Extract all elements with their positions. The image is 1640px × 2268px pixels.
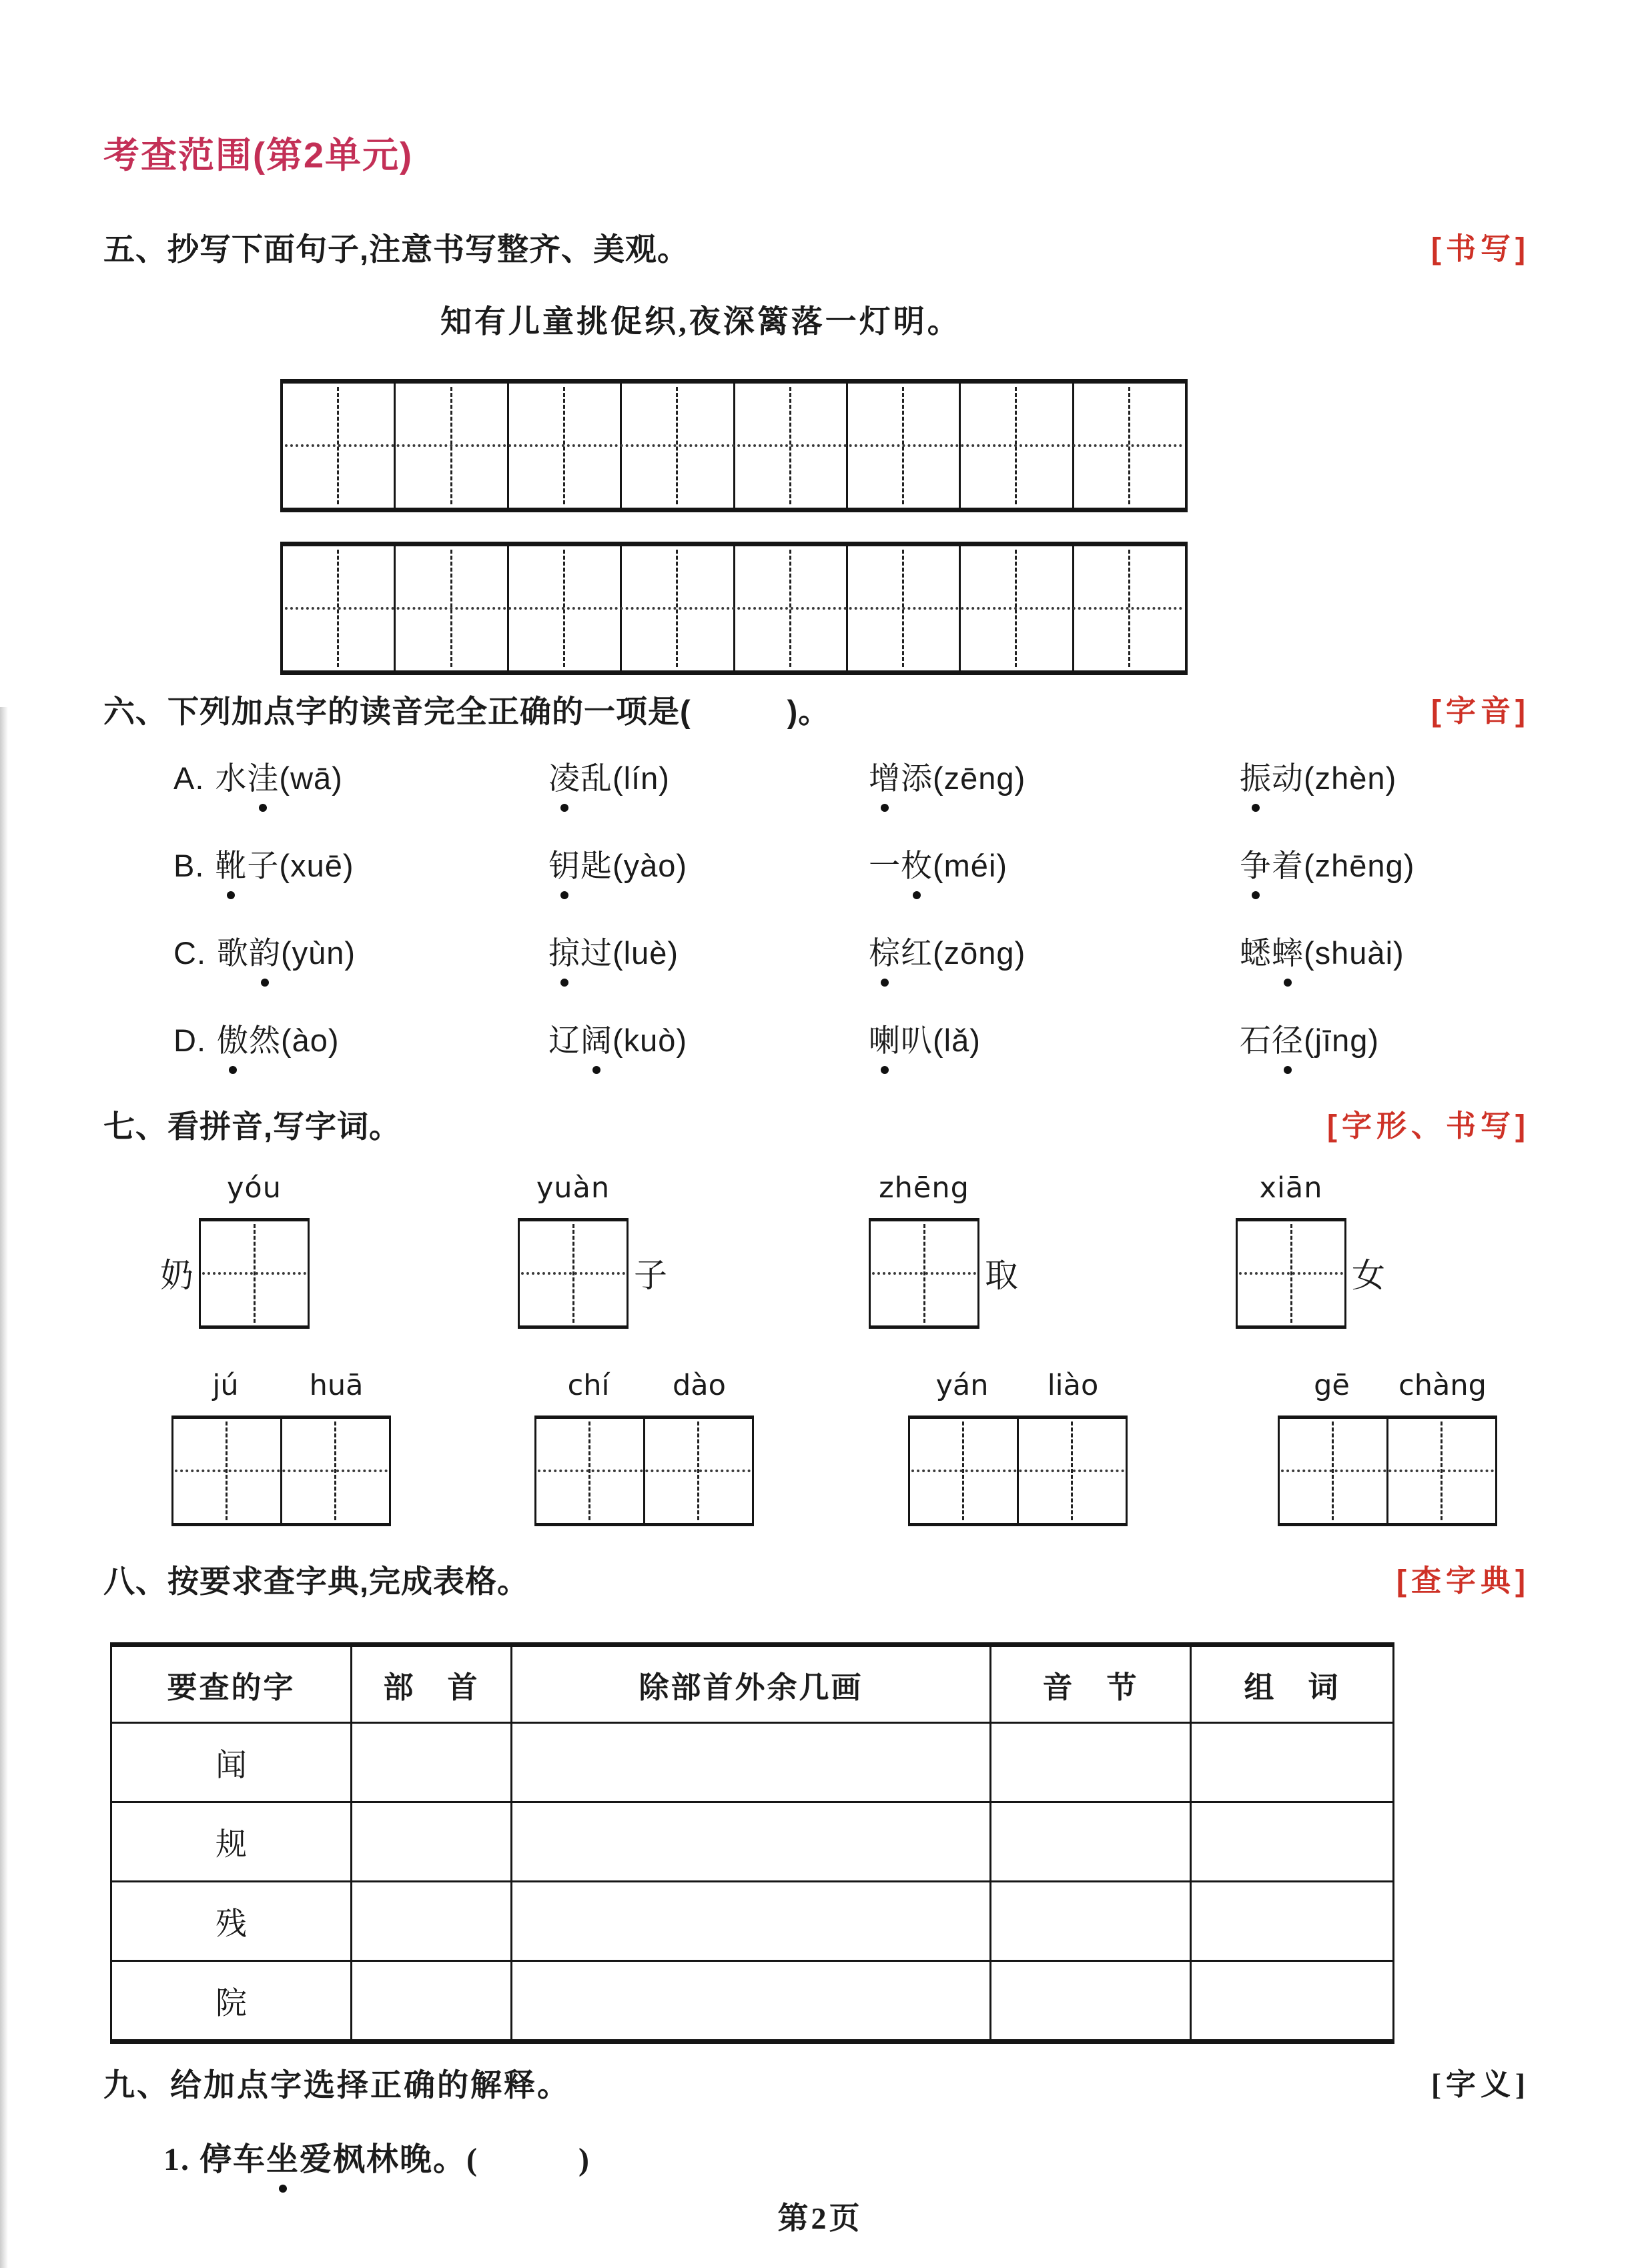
pinyin-syllable: gē: [1314, 1369, 1350, 1403]
section-five-title: 五、抄写下面句子,注意书写整齐、美观。: [103, 231, 690, 267]
word-pinyin: (luè): [612, 935, 679, 971]
given-char: 子: [634, 1257, 667, 1295]
word-text: 蟋: [1240, 935, 1272, 971]
column-header: 要查的字: [111, 1645, 352, 1723]
dotted-char: 掠: [548, 929, 580, 973]
word-pinyin: (kuò): [612, 1023, 688, 1059]
writing-cell: [735, 546, 848, 670]
column-header: 音 节: [991, 1645, 1191, 1723]
dotted-char: 增: [869, 754, 901, 798]
writing-cell: [961, 384, 1074, 508]
pinyin-write-row-2: [170, 1370, 1640, 1526]
section-six-header: [103, 694, 1530, 730]
writing-cell: [1280, 1419, 1388, 1523]
item-number: 1.: [163, 2142, 190, 2178]
pinyin-group: [869, 1173, 1018, 1329]
option-item: [173, 841, 548, 886]
answer-box: [1278, 1415, 1497, 1526]
option-row-d: [173, 1016, 1640, 1061]
lookup-char: 残: [111, 1882, 352, 1961]
item-text: 停车: [199, 2142, 267, 2178]
option-row-b: [173, 841, 1640, 886]
pinyin-label: [907, 1370, 1128, 1405]
pinyin-box-column: [518, 1173, 629, 1329]
word-text: 着: [1272, 848, 1304, 884]
word-pinyin: (zhēng): [1304, 848, 1415, 884]
empty-cell: [1191, 1723, 1394, 1802]
word-pinyin: (ào): [281, 1023, 340, 1059]
option-item: [548, 754, 869, 798]
dotted-char: 洼: [247, 754, 279, 798]
pinyin-syllable: chàng: [1398, 1369, 1487, 1403]
option-item: [548, 929, 869, 973]
writing-cell: [645, 1419, 752, 1523]
pinyin-syllable: liào: [1047, 1369, 1099, 1403]
writing-cell: [1074, 546, 1185, 670]
option-item: [869, 1016, 1240, 1061]
option-item: [548, 1016, 869, 1061]
empty-cell: [352, 1882, 512, 1961]
section-eight-title: 八、按要求查字典,完成表格。: [103, 1564, 530, 1600]
option-label: B.: [173, 848, 205, 884]
empty-cell: [512, 1723, 991, 1802]
pinyin-box-column: [170, 1370, 392, 1526]
writing-cell: [283, 546, 396, 670]
option-label: D.: [173, 1023, 206, 1059]
pinyin-box-column: [907, 1370, 1128, 1526]
word-pinyin: (yào): [612, 848, 688, 884]
item-text: 爱枫林晚。: [300, 2142, 467, 2178]
table-row: [111, 1802, 1394, 1882]
pinyin-box-column: [1276, 1370, 1498, 1526]
writing-cell: [961, 546, 1074, 670]
dotted-char: 蟀: [1272, 929, 1304, 973]
writing-cell: [173, 1419, 282, 1523]
pinyin-group: [533, 1370, 755, 1526]
pinyin-group: [170, 1370, 392, 1526]
copy-sentence: 知有儿童挑促织,夜深篱落一灯明。: [440, 305, 961, 340]
option-row-c: [173, 929, 1640, 973]
dotted-char: 枚: [901, 841, 933, 886]
exam-scope-header: 考查范围(第2单元): [103, 135, 413, 175]
pinyin-label: yóu: [226, 1171, 282, 1205]
pinyin-box-column: [869, 1173, 979, 1329]
section-five-header: [103, 231, 1530, 267]
dotted-char: 径: [1272, 1016, 1304, 1061]
word-pinyin: (méi): [933, 848, 1008, 884]
answer-box: [518, 1218, 629, 1329]
writing-cell: [520, 1221, 627, 1325]
dotted-char: 坐: [266, 2133, 300, 2179]
pinyin-syllable: chí: [567, 1369, 610, 1403]
table-row: [111, 1723, 1394, 1802]
section-six-title: 六、下列加点字的读音完全正确的一项是( )。: [103, 694, 831, 730]
word-text: 乱: [580, 760, 612, 796]
writing-cell: [622, 384, 735, 508]
pinyin-box-column: [533, 1370, 755, 1526]
lookup-char: 院: [111, 1961, 352, 2042]
word-text: 添: [901, 760, 933, 796]
pinyin-write-row-1: [160, 1173, 1640, 1329]
lookup-char: 规: [111, 1802, 352, 1882]
word-text: 过: [580, 935, 612, 971]
word-text: 匙: [580, 848, 612, 884]
section-five-tag: [书写]: [1431, 231, 1530, 265]
dotted-char: 喇: [869, 1016, 901, 1061]
word-pinyin: (lín): [612, 760, 670, 796]
word-pinyin: (zōng): [933, 935, 1026, 971]
section-nine-header: [103, 2068, 1530, 2104]
word-text: 石: [1240, 1023, 1272, 1059]
pinyin-box-column: [199, 1173, 310, 1329]
empty-cell: [991, 1961, 1191, 2042]
option-item: [1240, 841, 1640, 886]
pinyin-label: yuàn: [536, 1171, 610, 1205]
pinyin-label: zhēng: [879, 1171, 969, 1205]
section-six-tag: [字音]: [1431, 694, 1530, 728]
writing-cell: [396, 546, 508, 670]
dotted-char: 钥: [548, 841, 580, 886]
lookup-char: 闻: [111, 1723, 352, 1802]
section-seven-header: [103, 1109, 1530, 1145]
section-nine-title: 九、给加点字选择正确的解释。: [103, 2069, 570, 2104]
option-item: [869, 929, 1240, 973]
given-char: 女: [1352, 1257, 1385, 1295]
writing-cell: [871, 1221, 977, 1325]
dictionary-table: [110, 1642, 1394, 2044]
dotted-char: 争: [1240, 841, 1272, 886]
writing-cell: [848, 546, 961, 670]
pinyin-label: [533, 1370, 755, 1405]
pronunciation-options: [173, 754, 1640, 1061]
option-item: [1240, 1016, 1640, 1061]
empty-cell: [1191, 1882, 1394, 1961]
column-header: 组 词: [1191, 1645, 1394, 1723]
word-pinyin: (jīng): [1304, 1023, 1380, 1059]
answer-box: [869, 1218, 979, 1329]
section-seven-title: 七、看拼音,写字词。: [103, 1109, 402, 1145]
pinyin-label: xiān: [1259, 1171, 1323, 1205]
page-number: 第2页: [777, 2201, 863, 2235]
writing-cell: [735, 384, 848, 508]
empty-cell: [352, 1723, 512, 1802]
word-text: 辽: [548, 1023, 580, 1059]
writing-cell: [1238, 1221, 1344, 1325]
pinyin-group: [518, 1173, 667, 1329]
given-char: 取: [985, 1257, 1018, 1295]
writing-cell: [848, 384, 961, 508]
word-text: 叭: [901, 1023, 933, 1059]
empty-cell: [512, 1882, 991, 1961]
word-pinyin: (zhèn): [1304, 760, 1397, 796]
option-item: [1240, 754, 1640, 798]
option-label: A.: [173, 760, 205, 796]
empty-cell: [352, 1961, 512, 2042]
answer-box: [534, 1415, 754, 1526]
writing-cell: [1074, 384, 1185, 508]
word-text: 动: [1272, 760, 1304, 796]
writing-cell: [910, 1419, 1019, 1523]
dotted-char: 靴: [215, 841, 247, 886]
table-row: [111, 1961, 1394, 2042]
column-header: 除部首外余几画: [512, 1645, 991, 1723]
pinyin-syllable: jú: [212, 1369, 239, 1403]
dotted-char: 棕: [869, 929, 901, 973]
word-text: 水: [215, 760, 248, 796]
word-pinyin: (wā): [279, 760, 343, 796]
pinyin-label: [1276, 1370, 1498, 1405]
pinyin-syllable: huā: [309, 1369, 364, 1403]
word-pinyin: (xuē): [279, 848, 354, 884]
option-item: [869, 754, 1240, 798]
copy-grid-row-2: [280, 542, 1188, 675]
empty-cell: [512, 1802, 991, 1882]
section-eight-header: [103, 1564, 1530, 1600]
pinyin-syllable: yán: [935, 1369, 989, 1403]
writing-cell: [622, 546, 735, 670]
word-text: 歌: [217, 935, 249, 971]
word-pinyin: (zēng): [933, 760, 1026, 796]
pinyin-syllable: dào: [673, 1369, 726, 1403]
scan-edge-artifact: [0, 707, 8, 2268]
empty-cell: [1191, 1802, 1394, 1882]
word-pinyin: (yùn): [281, 935, 356, 971]
writing-cell: [509, 546, 622, 670]
word-pinyin: (lǎ): [933, 1023, 981, 1059]
dotted-char: 傲: [217, 1016, 249, 1061]
option-item: [548, 841, 869, 886]
writing-cell: [283, 384, 396, 508]
pinyin-group: [1236, 1173, 1385, 1329]
section-seven-tag: [字形、书写]: [1327, 1109, 1530, 1143]
option-item: [173, 1016, 548, 1061]
option-item: [173, 754, 548, 798]
pinyin-group: [907, 1370, 1128, 1526]
option-item: [869, 841, 1240, 886]
answer-box: [1236, 1218, 1346, 1329]
word-text: 红: [901, 935, 933, 971]
section-eight-tag: [查字典]: [1396, 1564, 1530, 1598]
meaning-item-1: [163, 2133, 1640, 2179]
pinyin-group: [1276, 1370, 1498, 1526]
dotted-char: 振: [1240, 754, 1272, 798]
empty-cell: [512, 1961, 991, 2042]
column-header: 部 首: [352, 1645, 512, 1723]
empty-cell: [991, 1802, 1191, 1882]
writing-cell: [536, 1419, 645, 1523]
given-char: 奶: [160, 1257, 193, 1295]
section-nine-tag: [字义]: [1431, 2068, 1530, 2102]
pinyin-label: [170, 1370, 392, 1405]
writing-cell: [1019, 1419, 1126, 1523]
dotted-char: 阔: [580, 1016, 612, 1061]
option-item: [173, 929, 548, 973]
word-pinyin: (shuài): [1304, 935, 1404, 971]
empty-cell: [352, 1802, 512, 1882]
writing-cell: [396, 384, 508, 508]
pinyin-group: [160, 1173, 310, 1329]
dotted-char: 韵: [249, 929, 281, 973]
option-label: C.: [173, 935, 206, 971]
option-row-a: [173, 754, 1640, 798]
writing-cell: [509, 384, 622, 508]
writing-cell: [282, 1419, 389, 1523]
pinyin-box-column: [1236, 1173, 1346, 1329]
empty-cell: [991, 1723, 1191, 1802]
empty-cell: [1191, 1961, 1394, 2042]
copy-grid-row-1: [280, 379, 1188, 512]
table-row: [111, 1882, 1394, 1961]
dotted-char: 凌: [548, 754, 580, 798]
writing-cell: [1388, 1419, 1495, 1523]
option-item: [1240, 929, 1640, 973]
word-text: 子: [247, 848, 280, 884]
word-text: 然: [249, 1023, 281, 1059]
empty-cell: [991, 1882, 1191, 1961]
answer-box: [908, 1415, 1128, 1526]
writing-cell: [201, 1221, 308, 1325]
answer-box: [171, 1415, 391, 1526]
word-text: 一: [869, 848, 901, 884]
table-header-row: [111, 1645, 1394, 1723]
answer-paren: ( ): [466, 2142, 591, 2178]
answer-box: [199, 1218, 310, 1329]
